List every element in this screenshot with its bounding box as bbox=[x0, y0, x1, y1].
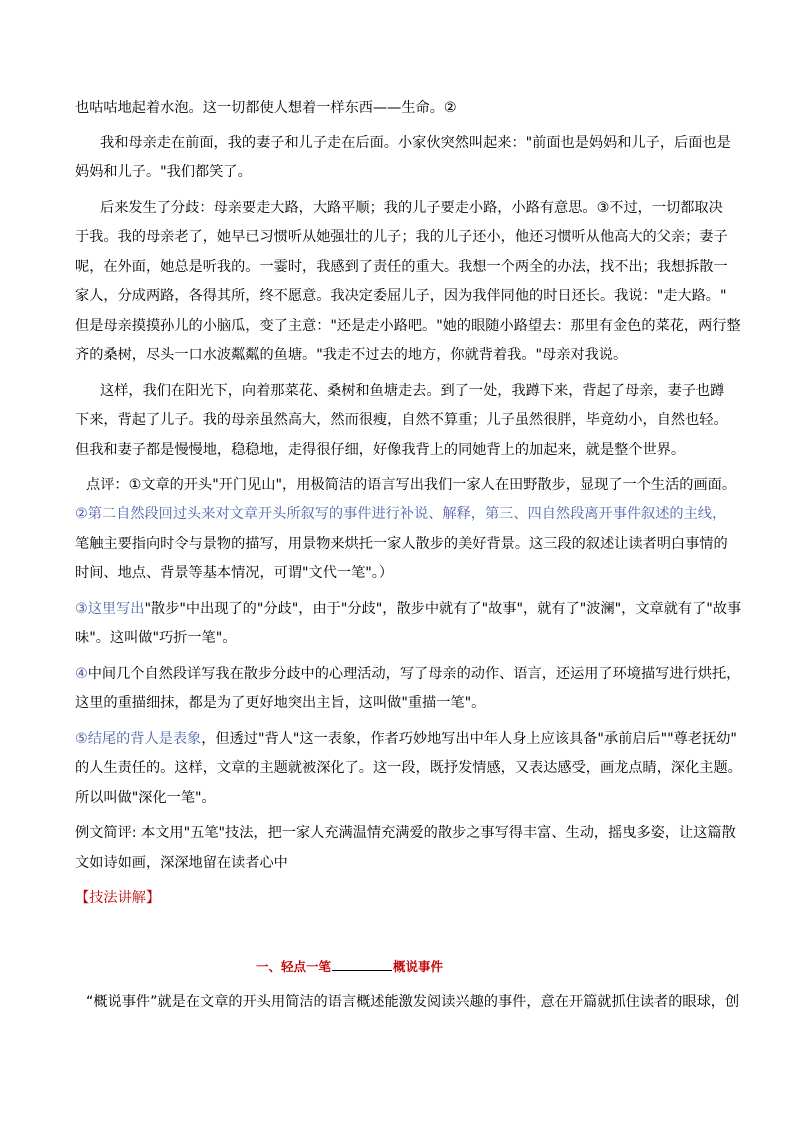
comment-line: 时间、地点、背景等基本情况，可谓"文代一笔"。） bbox=[75, 565, 394, 581]
text-line: 但是母亲摸摸孙儿的小脑瓜，变了主意："还是走小路吧。"她的眼随小路望去：那里有金色的菜花，两行整 bbox=[75, 318, 741, 334]
comment-text: ，但透过"背人"这一表象，作者巧妙地写出中年人身上应该具备"承前启后""尊老抚幼" bbox=[201, 731, 737, 747]
comment-marker: ③这里写出 bbox=[75, 601, 145, 617]
fill-in-blank bbox=[332, 958, 392, 971]
text-line: 呢，在外面，她总是听我的。一霎时，我感到了责任的重大。我想一个两全的办法，找不出；我想拆散一 bbox=[75, 259, 728, 275]
text-line: 后来发生了分歧：母亲要走大路，大路平顺；我的儿子要走小路，小路有意思。③不过，一切都取决 bbox=[100, 200, 723, 216]
subheading bbox=[256, 957, 443, 977]
comment-text: "散步"中出现了的"分歧"，由于"分歧"，散步中就有了"故事"，就有了"波澜"，文章就有了"故事 bbox=[144, 601, 742, 617]
comment-line bbox=[75, 599, 741, 619]
text-line: 也咕咕地起着水泡。这一切都使人想着一样东西——生命。② bbox=[75, 100, 457, 116]
text-line: “概说事件”就是在文章的开头用简洁的语言概述能激发阅读兴趣的事件，意在开篇就抓住读者的眼球，创 bbox=[86, 994, 740, 1010]
comment-line: 的人生责任的。这样，文章的主题就被深化了。这一段，既抒发情感，又表达感受，画龙点睛，深化主题。 bbox=[75, 760, 742, 776]
comment-line: 例文简评: 本文用"五笔"技法，把一家人充满温情充满爱的散步之事写得丰富、生动，摇曳多姿，让这篇散 bbox=[75, 825, 736, 841]
comment-line: 味"。这叫做"巧折一笔"。 bbox=[75, 630, 237, 646]
comment-line: 点评：①文章的开头"开门见山"，用极简洁的语言写出我们一家人在田野散步，显现了一个生活的画面。 bbox=[86, 477, 737, 493]
text-line: 这样，我们在阳光下，向着那菜花、桑树和鱼塘走去。到了一处，我蹲下来，背起了母亲，妻子也蹲 bbox=[100, 383, 725, 399]
comment-line: 所以叫做"深化一笔"。 bbox=[75, 790, 216, 806]
comment-line bbox=[75, 729, 737, 749]
subheading-left: 一、轻点一笔 bbox=[256, 959, 332, 974]
comment-line: 这里的重描细抹，都是为了更好地突出主旨，这叫做"重描一笔"。 bbox=[75, 695, 486, 711]
text-line: 我和母亲走在前面，我的妻子和儿子走在后面。小家伙突然叫起来："前面也是妈妈和儿子，后面也是 bbox=[100, 135, 731, 151]
subheading-right: 概说事件 bbox=[393, 959, 444, 974]
comment-text: 中间几个自然段详写我在散步分歧中的心理活动，写了母亲的动作、语言，还运用了环境描写进行烘托， bbox=[87, 666, 741, 682]
text-line: 妈妈和儿子。"我们都笑了。 bbox=[75, 164, 252, 180]
text-line: 下来，背起了儿子。我的母亲虽然高大，然而很瘦，自然不算重；儿子虽然很胖，毕竟幼小，自然也轻。 bbox=[75, 412, 728, 428]
comment-line: 笔触主要指向时令与景物的描写，用景物来烘托一家人散步的美好背景。这三段的叙述让读者明白事情的 bbox=[75, 536, 728, 552]
text-line: 齐的桑树，尽头一口水波粼粼的鱼塘。"我走不过去的地方，你就背着我。"母亲对我说。 bbox=[75, 347, 628, 363]
comment-line bbox=[75, 664, 740, 684]
comment-line: ②第二自然段回过头来对文章开头所叙写的事件进行补说、解释，第三、四自然段离开事件叙述的主线， bbox=[75, 506, 727, 522]
text-line: 但我和妻子都是慢慢地，稳稳地，走得很仔细，好像我背上的同她背上的加起来，就是整个世界。 bbox=[75, 442, 686, 458]
comment-marker: ④ bbox=[75, 666, 88, 682]
text-line: 家人，分成两路，各得其所，终不愿意。我决定委屈儿子，因为我伴同他的时日还长。我说："走大路。" bbox=[75, 288, 727, 304]
section-label: 【技法讲解】 bbox=[75, 890, 161, 906]
text-line: 于我。我的母亲老了，她早已习惯听从她强壮的儿子；我的儿子还小，他还习惯听从他高大的父亲；妻子 bbox=[75, 229, 728, 245]
comment-line: 文如诗如画，深深地留在读者心中 bbox=[75, 855, 288, 871]
comment-marker: ⑤结尾的背人是表象 bbox=[75, 731, 202, 747]
